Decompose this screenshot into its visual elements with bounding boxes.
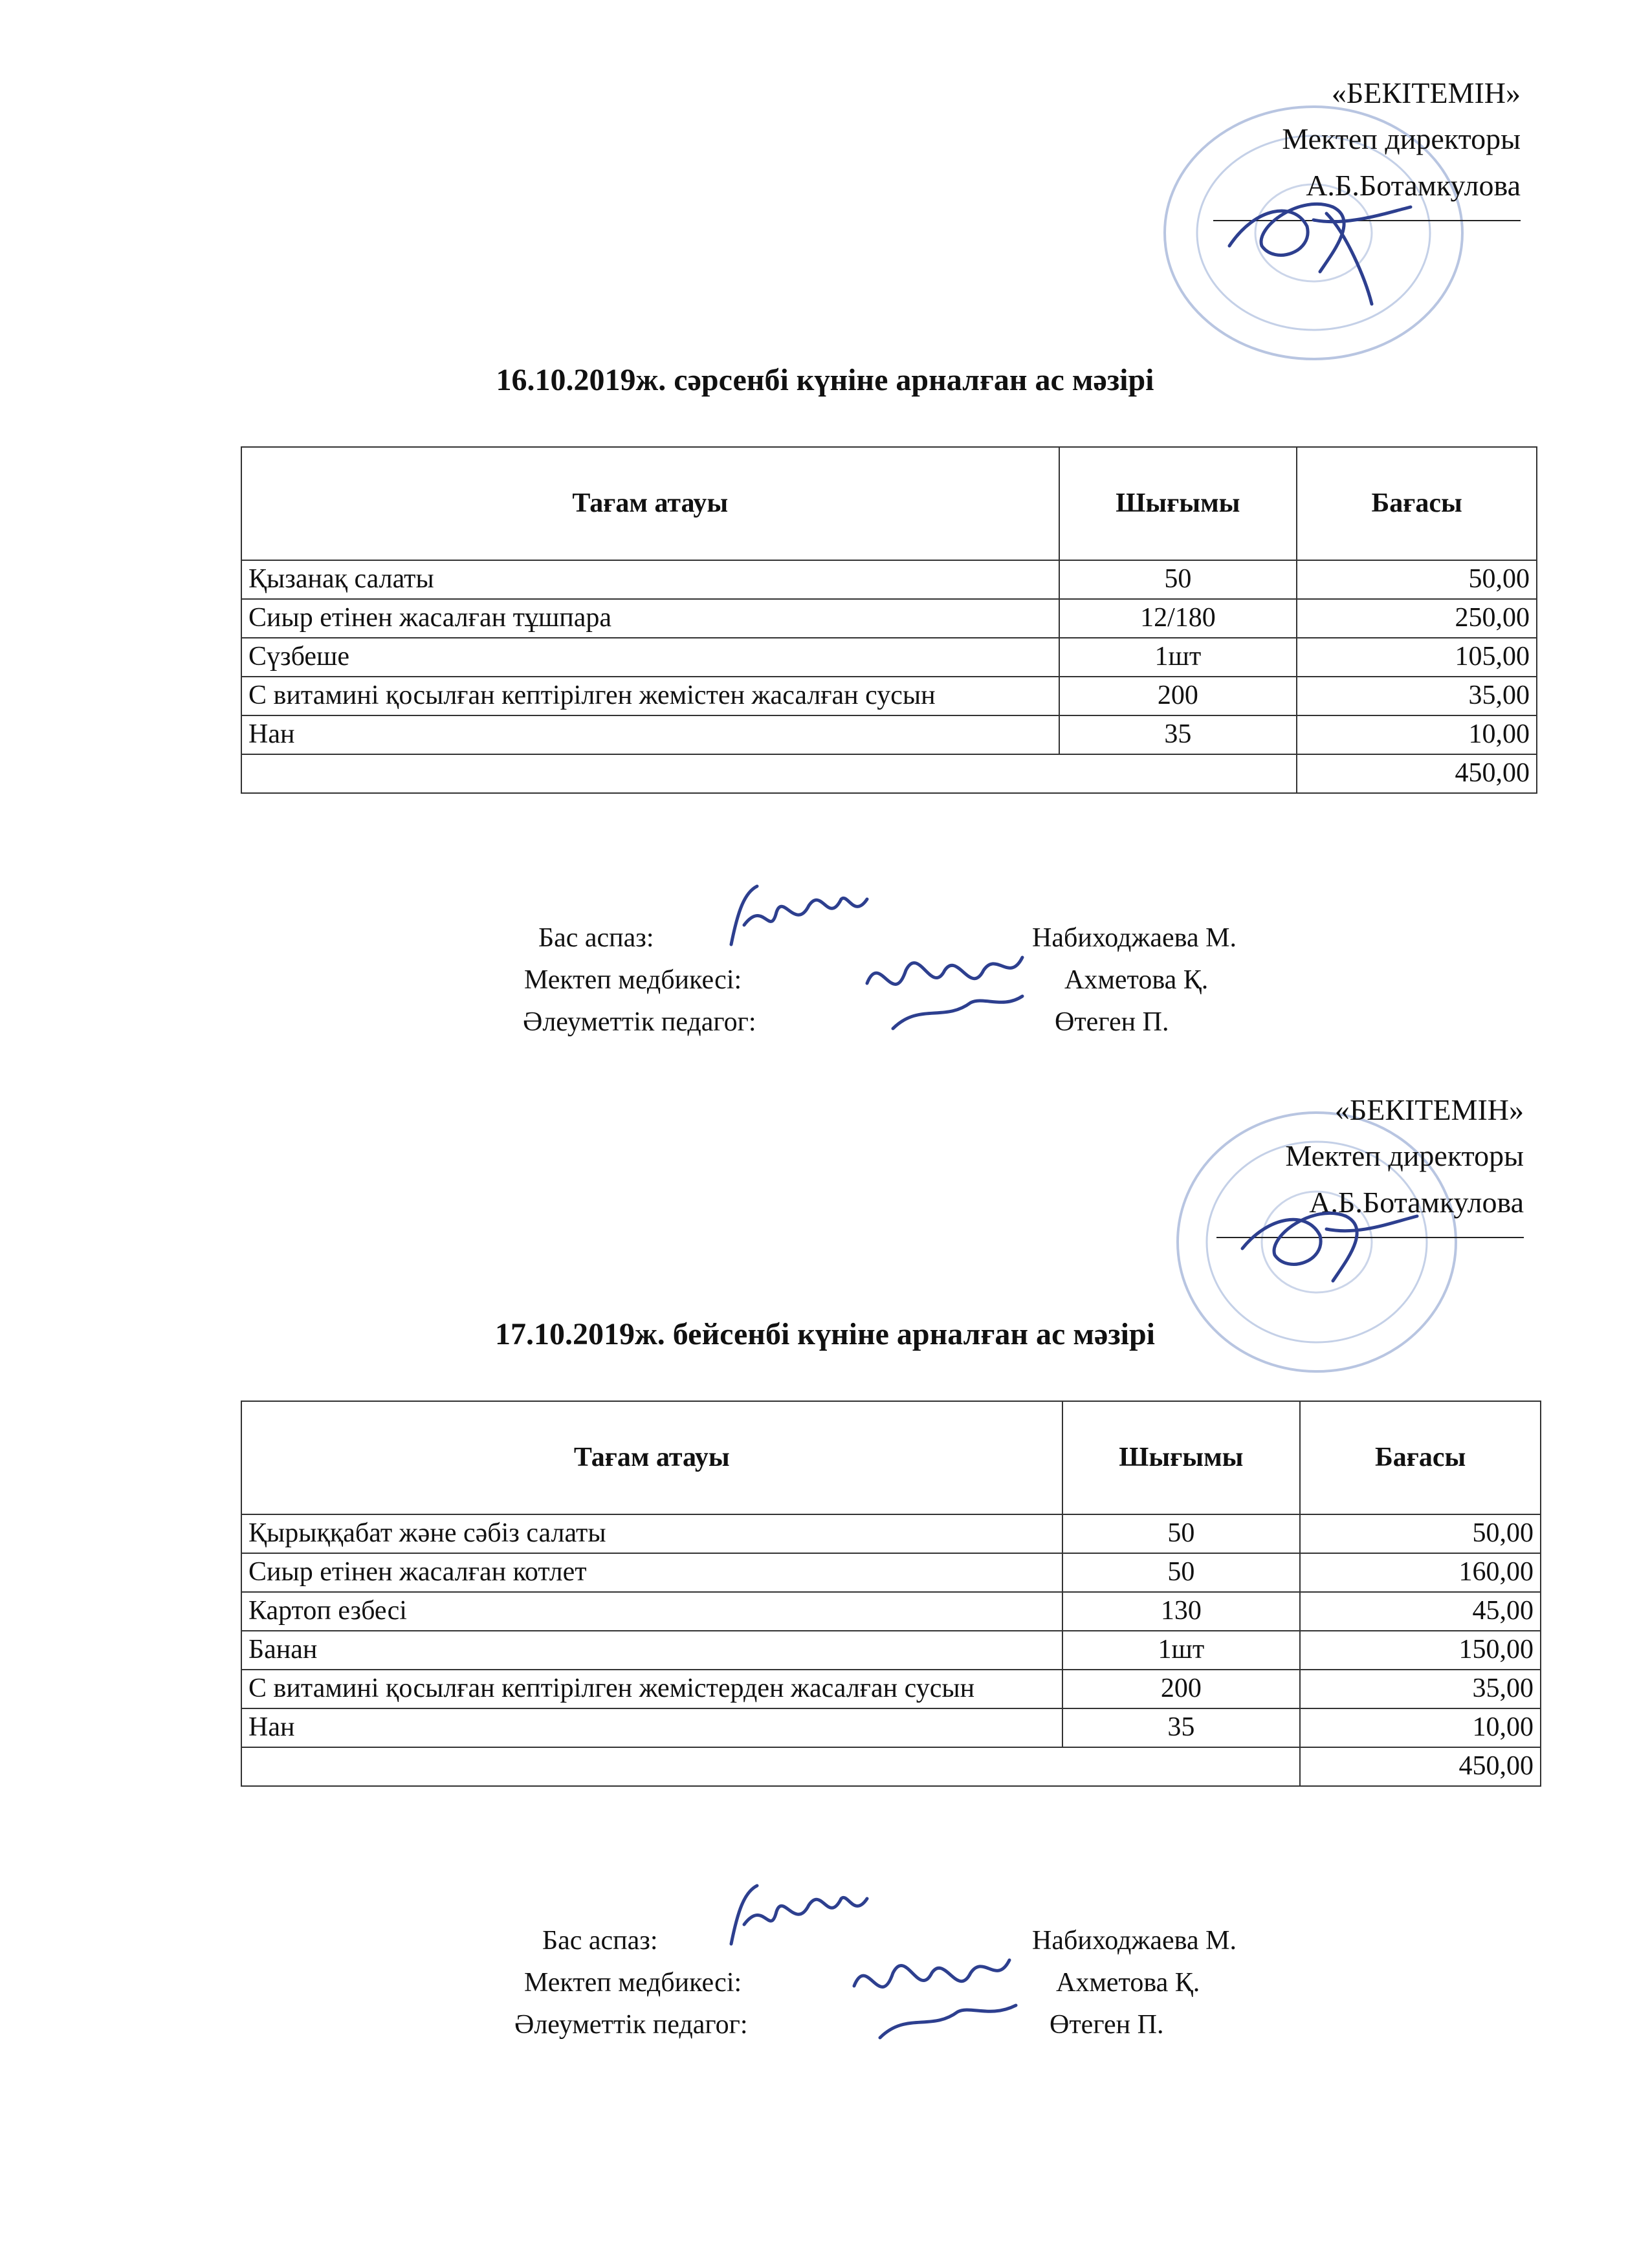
table-row xyxy=(241,677,1537,715)
dish-price: 35,00 xyxy=(1297,677,1537,715)
dish-price: 105,00 xyxy=(1297,638,1537,677)
approval-name: А.Б.Ботамкулова xyxy=(1309,1185,1524,1219)
signatory-row xyxy=(0,1001,1650,1043)
table-row xyxy=(241,1553,1541,1592)
director-signature-2 xyxy=(1229,1177,1424,1307)
table-row xyxy=(241,560,1537,599)
total-row xyxy=(241,754,1537,793)
dish-output: 35 xyxy=(1062,1708,1301,1747)
dish-name: Қырыққабат және сәбіз салаты xyxy=(241,1514,1062,1553)
total-price: 450,00 xyxy=(1297,754,1537,793)
dish-output: 1шт xyxy=(1062,1631,1301,1670)
total-row xyxy=(241,1747,1541,1786)
header-price: Бағасы xyxy=(1300,1401,1541,1514)
header-dish-name: Тағам атауы xyxy=(241,1401,1062,1514)
table-row xyxy=(241,1670,1541,1708)
dish-name: Қызанақ салаты xyxy=(241,560,1059,599)
menu-title-2: 17.10.2019ж. бейсенбі күніне арналған ас мәзірі xyxy=(494,1317,1156,1351)
header-output: Шығымы xyxy=(1059,447,1297,560)
header-dish-name: Тағам атауы xyxy=(241,447,1059,560)
dish-output: 35 xyxy=(1059,715,1297,754)
dish-name: Нан xyxy=(241,1708,1062,1747)
dish-output: 200 xyxy=(1062,1670,1301,1708)
signatory-role: Әлеуметтік педагог: xyxy=(514,2010,748,2040)
dish-output: 12/180 xyxy=(1059,599,1297,638)
table-header-row xyxy=(241,1401,1541,1514)
signatory-role: Бас аспаз: xyxy=(542,1926,658,1956)
dish-output: 200 xyxy=(1059,677,1297,715)
dish-output: 130 xyxy=(1062,1592,1301,1631)
approval-position: Мектеп директоры xyxy=(1285,1139,1524,1173)
dish-price: 50,00 xyxy=(1297,560,1537,599)
dish-output: 1шт xyxy=(1059,638,1297,677)
table-row xyxy=(241,1631,1541,1670)
signatory-role: Мектеп медбикесі: xyxy=(524,1968,742,1998)
signatory-name: Ахметова Қ. xyxy=(1056,1968,1200,1998)
table-row xyxy=(241,1514,1541,1553)
nurse-signature-2 xyxy=(841,1934,1035,2057)
signatory-name: Өтеген П. xyxy=(1050,2010,1164,2040)
signatory-row xyxy=(0,2004,1650,2046)
approval-name: А.Б.Ботамкулова xyxy=(1306,168,1521,202)
signatory-name: Набиходжаева М. xyxy=(1032,1926,1237,1956)
dish-name: Нан xyxy=(241,715,1059,754)
menu-table-1 xyxy=(241,446,1537,794)
table-row xyxy=(241,1592,1541,1631)
table-row xyxy=(241,638,1537,677)
approval-title: «БЕКІТЕМІН» xyxy=(1334,1093,1524,1126)
menu-table-2 xyxy=(241,1401,1541,1787)
dish-price: 35,00 xyxy=(1300,1670,1541,1708)
total-price: 450,00 xyxy=(1300,1747,1541,1786)
signatory-name: Набиходжаева М. xyxy=(1032,923,1237,953)
signatory-role: Мектеп медбикесі: xyxy=(524,965,742,995)
signatory-role: Әлеуметтік педагог: xyxy=(523,1007,756,1037)
approval-position: Мектеп директоры xyxy=(1282,122,1521,156)
dish-name: Сүзбеше xyxy=(241,638,1059,677)
signatory-name: Өтеген П. xyxy=(1055,1007,1169,1037)
dish-name: Сиыр етінен жасалған тұшпара xyxy=(241,599,1059,638)
dish-name: Банан xyxy=(241,1631,1062,1670)
signatory-role: Бас аспаз: xyxy=(538,923,654,953)
dish-price: 10,00 xyxy=(1297,715,1537,754)
dish-name: С витамині қосылған кептірілген жемістен жасалған сусын xyxy=(241,677,1059,715)
header-price: Бағасы xyxy=(1297,447,1537,560)
table-row xyxy=(241,1708,1541,1747)
table-header-row xyxy=(241,447,1537,560)
director-signature-1 xyxy=(1216,168,1424,311)
dish-price: 10,00 xyxy=(1300,1708,1541,1747)
dish-output: 50 xyxy=(1059,560,1297,599)
dish-price: 50,00 xyxy=(1300,1514,1541,1553)
menu-title-1: 16.10.2019ж. сәрсенбі күніне арналған ас мәзірі xyxy=(496,363,1154,397)
dish-name: Картоп езбесі xyxy=(241,1592,1062,1631)
nurse-signature-1 xyxy=(854,932,1035,1041)
dish-name: С витамині қосылған кептірілген жемістерден жасалған сусын xyxy=(241,1670,1062,1708)
table-row xyxy=(241,599,1537,638)
dish-output: 50 xyxy=(1062,1553,1301,1592)
table-row xyxy=(241,715,1537,754)
signatory-name: Ахметова Қ. xyxy=(1064,965,1209,995)
dish-price: 160,00 xyxy=(1300,1553,1541,1592)
dish-price: 45,00 xyxy=(1300,1592,1541,1631)
dish-price: 150,00 xyxy=(1300,1631,1541,1670)
approval-title: «БЕКІТЕМІН» xyxy=(1331,76,1521,109)
dish-output: 50 xyxy=(1062,1514,1301,1553)
dish-name: Сиыр етінен жасалған котлет xyxy=(241,1553,1062,1592)
header-output: Шығымы xyxy=(1062,1401,1301,1514)
dish-price: 250,00 xyxy=(1297,599,1537,638)
